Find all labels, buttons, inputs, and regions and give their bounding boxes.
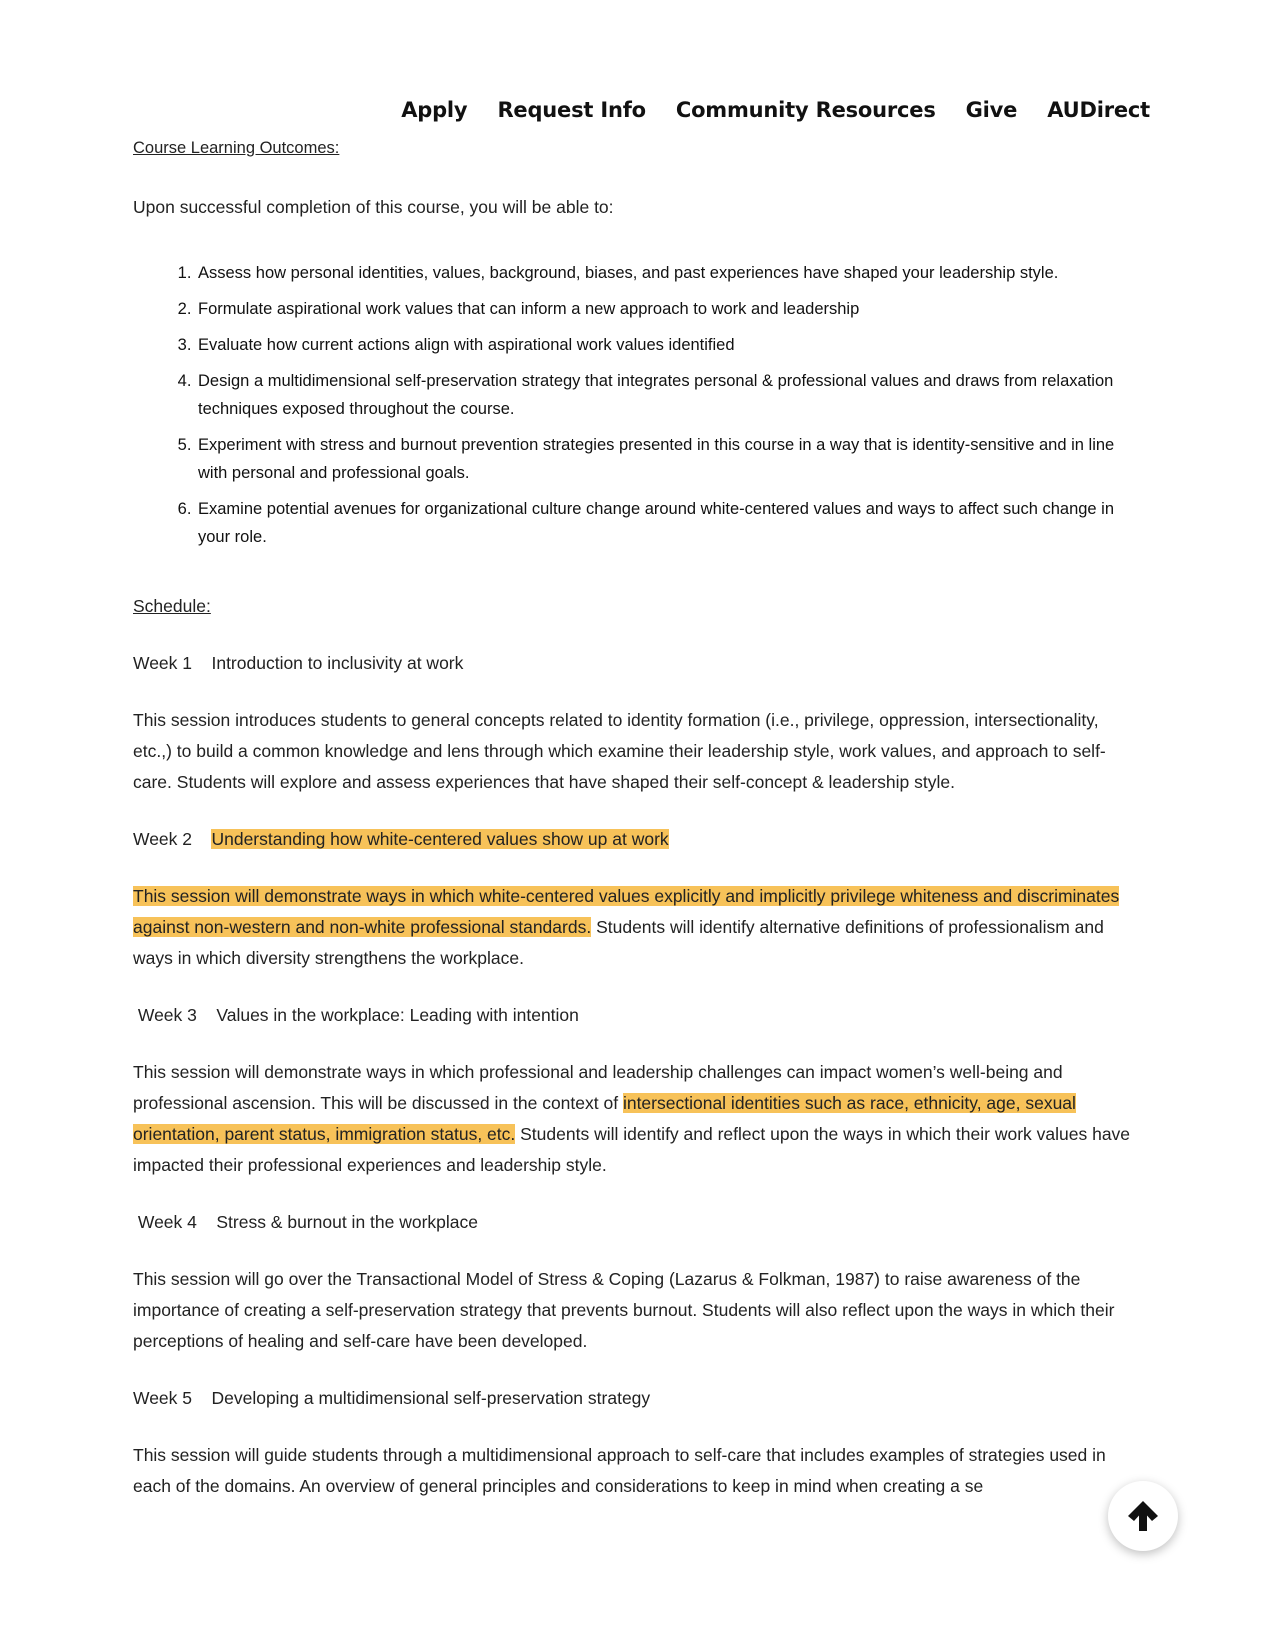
week-4-description: This session will go over the Transactional Model of Stress & Coping (Lazarus & Folkman, 1987) to raise awareness of the importance of creating a self-preservation strategy that prevents burnout. Students will also reflect upon the ways in which their perceptions of healing and self-care have been developed. bbox=[133, 1269, 1115, 1351]
outcome-item: 4. Design a multidimensional self-preservation strategy that integrates personal & professional values and draws from relaxation techniques exposed throughout the course. bbox=[196, 367, 1138, 423]
schedule-heading: Schedule: bbox=[133, 596, 211, 616]
week-title: Introduction to inclusivity at work bbox=[211, 653, 464, 673]
week-5-heading bbox=[133, 1383, 1138, 1414]
highlighted-text: intersectional identities such as race, ethnicity, age, sexual orientation, parent status, immigration status, etc. bbox=[133, 1093, 1076, 1144]
nav-community-resources-link[interactable]: Community Resources bbox=[675, 98, 936, 122]
description-text: This session will demonstrate ways in which professional and leadership challenges can impact women’s well-being and professional ascension. This will be discussed in the context of bbox=[133, 1062, 1063, 1113]
nav-give-link[interactable]: Give bbox=[965, 98, 1018, 122]
outcome-item: 5. Experiment with stress and burnout prevention strategies presented in this course in a way that is identity-sensitive and in line with personal and professional goals. bbox=[196, 431, 1138, 487]
week-label: Week 5 bbox=[133, 1388, 193, 1408]
week-3-heading bbox=[133, 1000, 1138, 1031]
nav-apply-link[interactable]: Apply bbox=[401, 98, 468, 122]
course-document bbox=[133, 133, 1138, 1502]
arrow-up-icon bbox=[1125, 1498, 1161, 1534]
week-label: Week 4 bbox=[137, 1212, 197, 1232]
description-text: Students will identify and reflect upon the ways in which their work values have impacted their professional experiences and leadership style. bbox=[133, 1124, 1131, 1175]
week-title: Values in the workplace: Leading with intention bbox=[216, 1005, 579, 1025]
outcomes-intro: Upon successful completion of this course, you will be able to: bbox=[133, 197, 614, 217]
week-label: Week 1 bbox=[133, 653, 193, 673]
week-2-heading bbox=[133, 824, 1138, 855]
text-fade-overlay bbox=[1060, 1490, 1108, 1538]
week-title: Stress & burnout in the workplace bbox=[216, 1212, 479, 1232]
week-label: Week 3 bbox=[137, 1005, 197, 1025]
week-5-description: This session will guide students through a multidimensional approach to self-care that includes examples of strategies used in each of the domains. An overview of general principles and considerations to keep in mind when creating a se bbox=[133, 1445, 1106, 1496]
outcomes-list bbox=[133, 259, 1138, 551]
week-4-heading bbox=[133, 1207, 1138, 1238]
highlighted-text: This session will demonstrate ways in which white-centered values explicitly and implicitly privilege whiteness and discriminates against non-western and non-white professional standards. bbox=[133, 886, 1120, 937]
week-title: Developing a multidimensional self-preservation strategy bbox=[211, 1388, 651, 1408]
week-3-description bbox=[133, 1057, 1138, 1181]
nav-request-info-link[interactable]: Request Info bbox=[497, 98, 646, 122]
outcome-item: 1. Assess how personal identities, values, background, biases, and past experiences have shaped your leadership style. bbox=[196, 259, 1138, 287]
nav-audirect-link[interactable]: AUDirect bbox=[1047, 98, 1150, 122]
outcome-item: 2. Formulate aspirational work values that can inform a new approach to work and leadership bbox=[196, 295, 1138, 323]
highlighted-week-title: Understanding how white-centered values show up at work bbox=[211, 829, 669, 849]
week-label: Week 2 bbox=[133, 829, 193, 849]
description-text: Students will identify alternative definitions of professionalism and ways in which diversity strengthens the workplace. bbox=[133, 917, 1104, 968]
outcomes-heading: Course Learning Outcomes: bbox=[133, 139, 340, 157]
week-2-description bbox=[133, 881, 1138, 974]
week-1-heading bbox=[133, 648, 1138, 679]
outcome-item: 3. Evaluate how current actions align with aspirational work values identified bbox=[196, 331, 1138, 359]
scroll-to-top-button[interactable] bbox=[1108, 1481, 1178, 1551]
outcome-item: 6. Examine potential avenues for organizational culture change around white-centered values and ways to affect such change in your role. bbox=[196, 495, 1138, 551]
week-1-description: This session introduces students to general concepts related to identity formation (i.e., privilege, oppression, intersectionality, etc.,) to build a common knowledge and lens through which examine their leadership style, work values, and approach to self-care. Students will explore and assess experiences that have shaped their self-concept & leadership style. bbox=[133, 710, 1106, 792]
top-nav bbox=[401, 98, 1150, 122]
